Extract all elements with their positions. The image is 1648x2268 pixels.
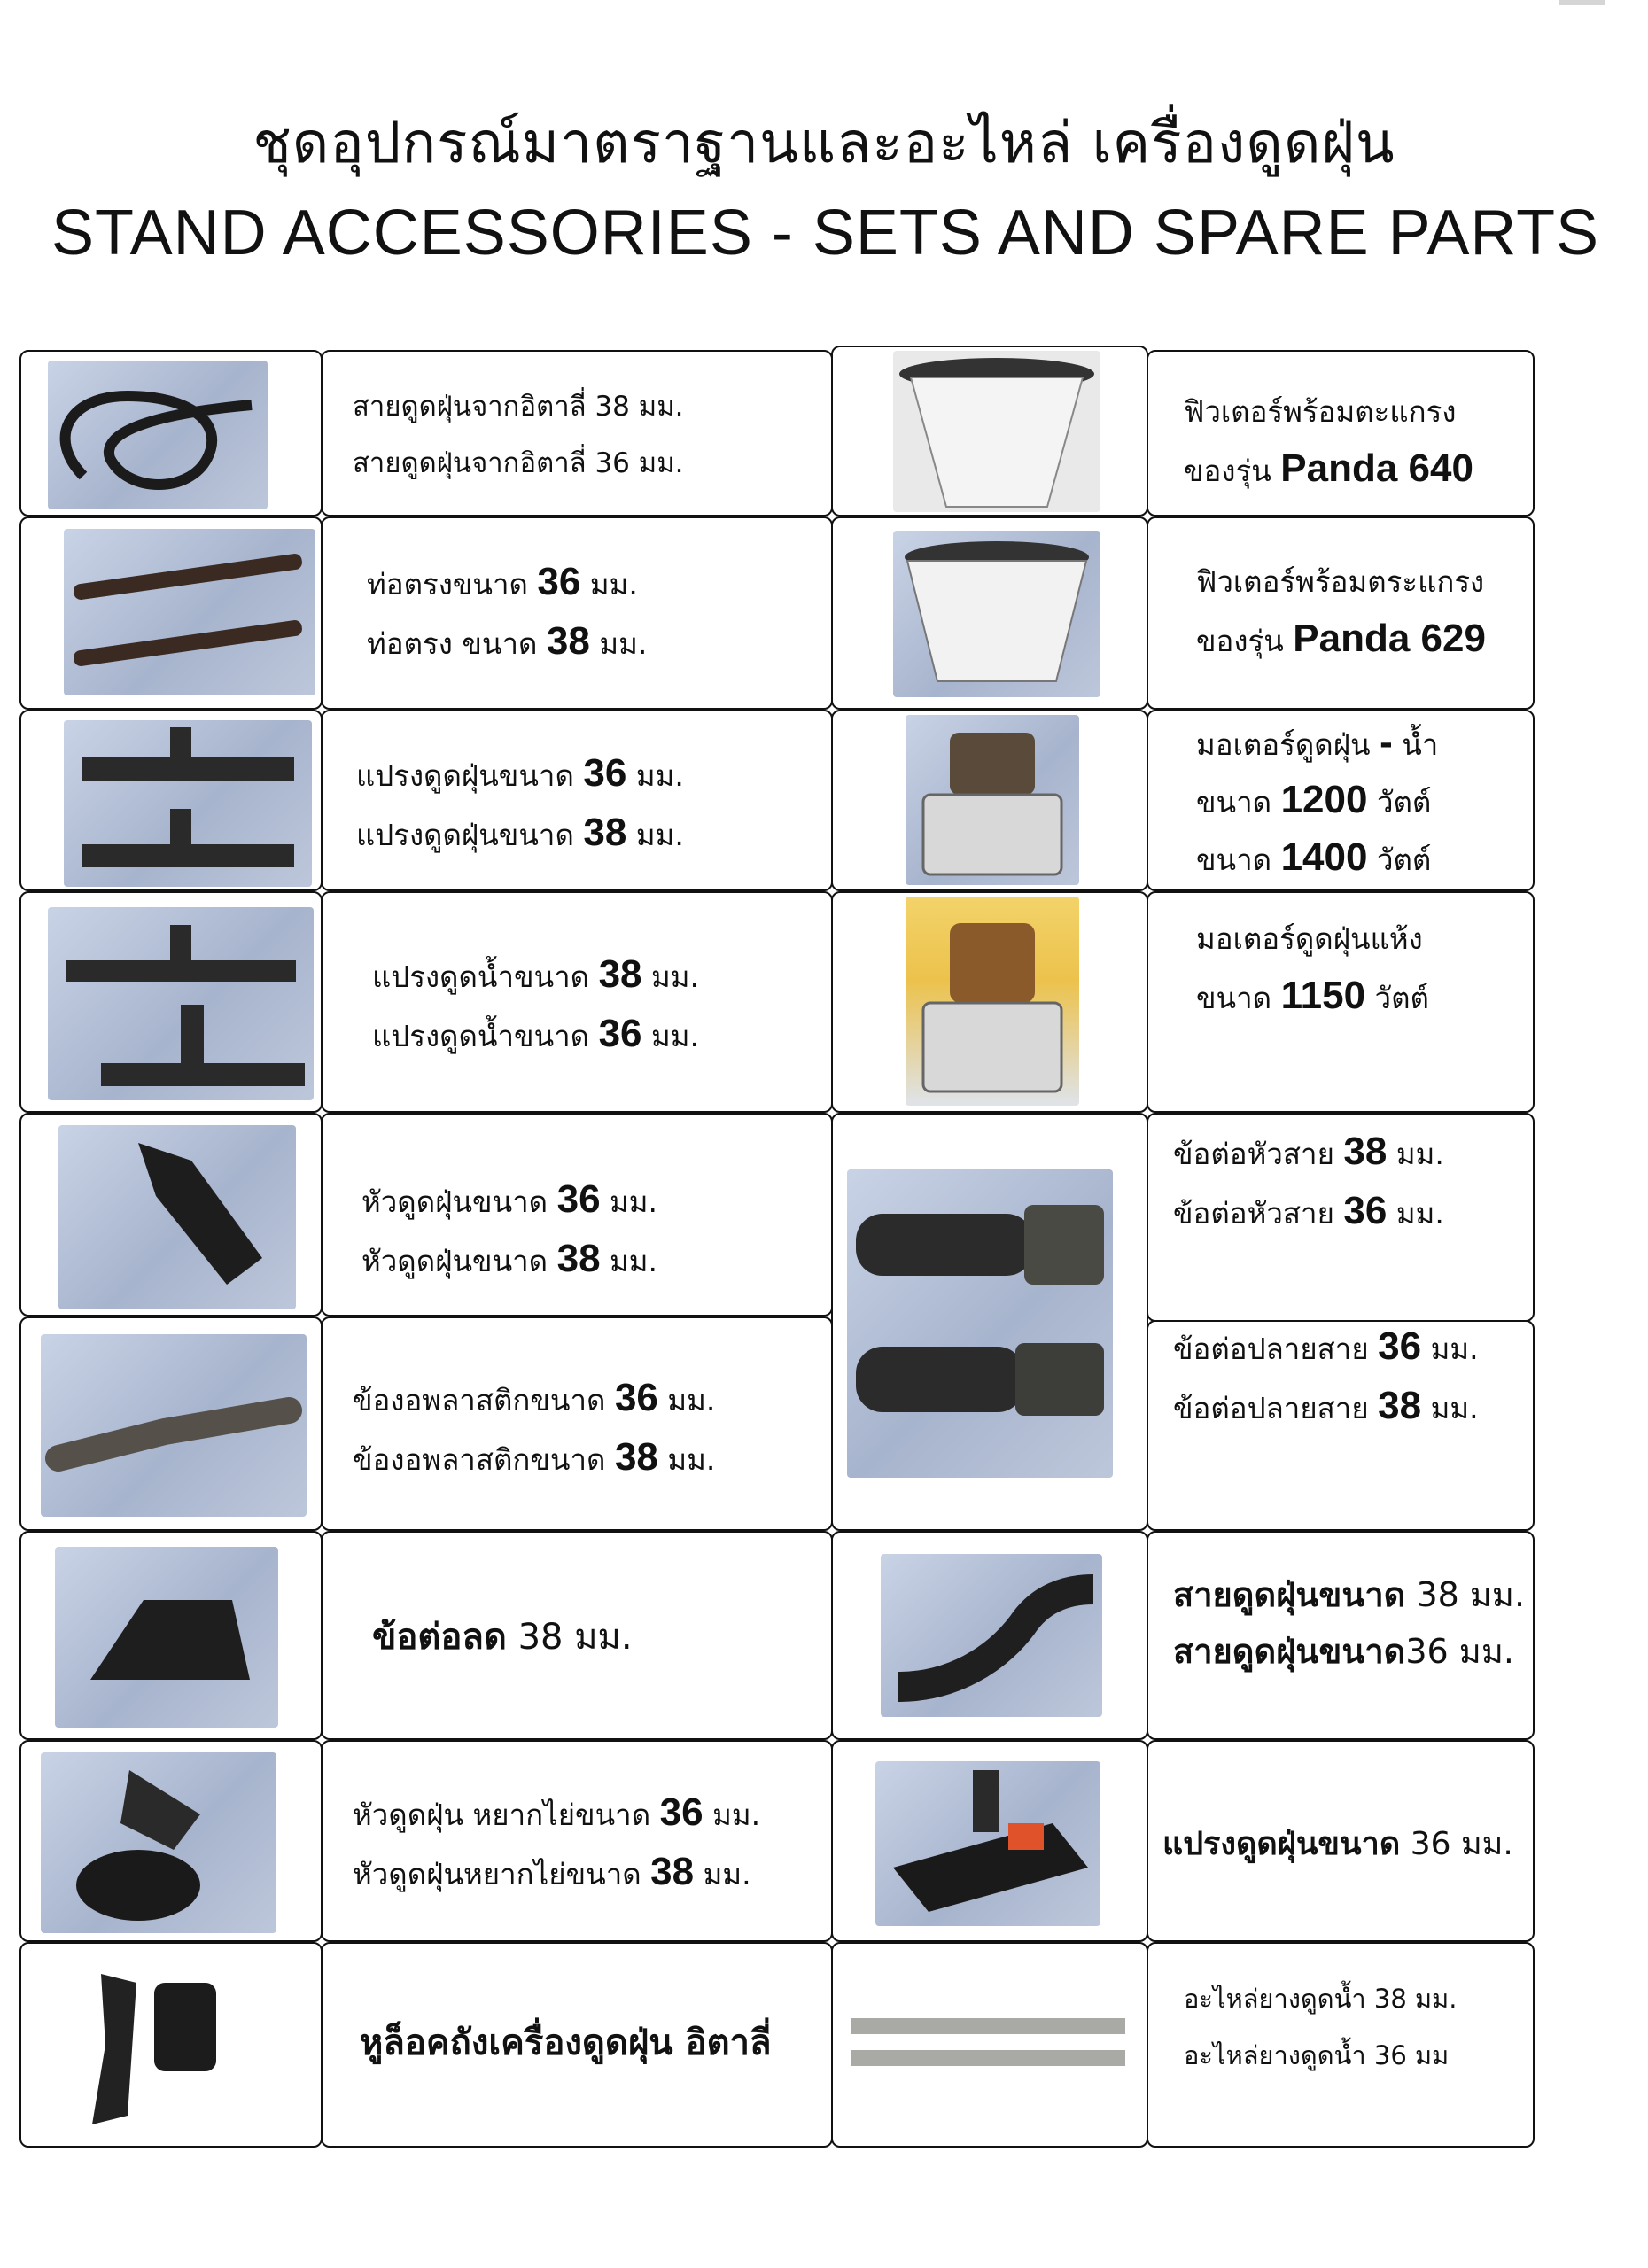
text: แปรงดูดน้ำขนาด	[372, 1019, 599, 1053]
model-name: Panda 629	[1293, 617, 1486, 660]
text-line: ฟิวเตอร์พร้อมตะแกรง	[1184, 394, 1457, 429]
unit: มม.	[626, 758, 684, 793]
text-line	[1162, 1816, 1513, 1873]
pipe-icon	[64, 529, 315, 695]
item-text-filter-640	[1184, 384, 1473, 500]
text-line	[1173, 1566, 1525, 1623]
text-line	[353, 1370, 715, 1429]
size-value: 38 มม.	[506, 1617, 633, 1658]
item-image-cell	[19, 1531, 323, 1740]
filter-icon	[893, 351, 1100, 512]
unit: มม.	[1387, 1196, 1444, 1231]
text-line	[1184, 440, 1473, 500]
item-text-hose-end	[1173, 1318, 1479, 1437]
item-text-hose-italy	[353, 378, 683, 492]
size-value: 36	[1343, 1189, 1388, 1232]
item-text-reducer	[372, 1609, 633, 1666]
text-line	[353, 1429, 715, 1488]
text: ข้องอพลาสติกขนาด	[353, 1442, 615, 1477]
size-value: 36	[1378, 1324, 1422, 1368]
hose-connector-icon	[847, 1169, 1113, 1478]
item-image-cell	[831, 346, 1148, 517]
unit: มม.	[641, 959, 700, 994]
text: ข้อต่อปลายสาย	[1173, 1332, 1379, 1366]
item-text-cell	[321, 1531, 833, 1740]
text-line	[1173, 1623, 1525, 1680]
unit: มม.	[1421, 1391, 1479, 1425]
text: ของรุ่น	[1184, 454, 1281, 488]
round-brush-icon	[41, 1752, 276, 1933]
item-text-cell	[1147, 1531, 1535, 1740]
item-image-cell	[831, 517, 1148, 710]
text: ท่อตรงขนาด	[367, 567, 538, 602]
item-image-cell	[19, 1113, 323, 1317]
size-value: 38	[598, 952, 642, 996]
unit: มม.	[694, 1857, 751, 1891]
text: มอเตอร์ดูดฝุ่น	[1196, 727, 1380, 762]
size-value: 38	[1378, 1384, 1422, 1427]
crevice-nozzle-icon	[58, 1125, 296, 1309]
wattage-value: 1200	[1280, 778, 1368, 821]
item-text-rubber-strip	[1184, 1970, 1457, 2084]
text-line	[367, 554, 647, 613]
size-value: 38	[556, 1237, 601, 1280]
item-text-cell	[1147, 350, 1535, 517]
text: ของรุ่น	[1196, 624, 1294, 658]
item-text-cell	[321, 891, 833, 1113]
unit: มม.	[580, 567, 638, 602]
text: ขนาด	[1196, 785, 1281, 819]
item-image-cell	[19, 1740, 323, 1942]
size-value: 38	[614, 1435, 658, 1479]
item-image-cell	[19, 710, 323, 891]
item-text-crevice-nozzle	[361, 1171, 657, 1290]
item-text-cell	[1147, 1113, 1535, 1322]
text-line: อะไหล่ยางดูดน้ำ 36 มม	[1184, 2040, 1450, 2070]
floor-brush-icon	[64, 720, 312, 887]
unit: วัตต์	[1365, 981, 1429, 1015]
item-image-cell	[19, 1317, 323, 1531]
size-value: 38 มม.	[1405, 1575, 1526, 1614]
item-text-straight-pipe	[367, 554, 647, 672]
filter-icon	[893, 531, 1100, 697]
item-image-cell	[831, 1740, 1148, 1942]
text-line	[372, 1609, 633, 1666]
text: แปรงดูดฝุ่นขนาด	[1162, 1826, 1401, 1862]
text-line	[1173, 1183, 1444, 1242]
item-text-cell	[1147, 1320, 1535, 1531]
unit: มม.	[657, 1442, 716, 1477]
text-line: สายดูดฝุ่นจากอิตาลี่ 36 มม.	[353, 447, 684, 479]
unit: มม.	[703, 1798, 761, 1832]
item-image-cell	[831, 891, 1148, 1113]
text-line	[367, 613, 647, 672]
item-text-tank-clip	[360, 2015, 772, 2071]
item-image-cell	[831, 1531, 1148, 1740]
clip-icon	[66, 1956, 230, 2137]
item-text-cell	[321, 517, 833, 710]
unit: มม.	[641, 1019, 700, 1053]
text: หัวดูดฝุ่นขนาด	[361, 1244, 557, 1278]
text-line: อะไหล่ยางดูดน้ำ 38 มม.	[1184, 1984, 1458, 2014]
text-line: หูล็อคถังเครื่องดูดฝุ่น อิตาลี่	[360, 2023, 772, 2063]
item-text-hose-size	[1173, 1566, 1525, 1680]
text-line	[1196, 773, 1438, 830]
size-value: 36	[659, 1790, 704, 1834]
item-text-cell	[321, 1740, 833, 1942]
item-text-cell	[1147, 710, 1535, 891]
item-text-plastic-elbow	[353, 1370, 715, 1488]
size-value: 36	[598, 1012, 642, 1055]
item-text-motor-wet	[1196, 715, 1438, 888]
unit: มม.	[600, 1184, 658, 1219]
item-text-cell	[1147, 1942, 1535, 2148]
item-image-cell	[19, 1942, 323, 2148]
item-image-cell	[19, 517, 323, 710]
unit: มม.	[600, 1244, 658, 1278]
unit: มม.	[589, 626, 648, 661]
item-text-filter-629	[1196, 554, 1486, 670]
item-text-cell	[321, 350, 833, 517]
item-image-cell	[831, 1113, 1148, 1531]
text-line	[1173, 1318, 1479, 1378]
item-text-cell	[321, 710, 833, 891]
size-value: 36	[583, 751, 627, 795]
text-line	[1196, 967, 1429, 1027]
text: แปรงดูดฝุ่นขนาด	[356, 758, 584, 793]
item-text-cell	[321, 1317, 833, 1531]
wattage-value: 1150	[1280, 974, 1366, 1017]
item-image-cell	[19, 891, 323, 1113]
item-text-water-brush	[372, 946, 699, 1065]
text-line: สายดูดฝุ่นจากอิตาลี่ 38 มม.	[353, 391, 684, 423]
text: ท่อตรง ขนาด	[367, 626, 547, 661]
item-text-hose-head	[1173, 1123, 1444, 1242]
item-text-cell	[321, 1942, 833, 2148]
corner-mark	[1559, 0, 1605, 5]
squeegee-icon	[48, 907, 314, 1100]
size-value: 38	[583, 811, 627, 854]
unit: มม.	[1387, 1137, 1444, 1171]
item-text-cell	[1147, 1740, 1535, 1942]
item-text-cell	[321, 1113, 833, 1317]
text: ข้องอพลาสติกขนาด	[353, 1383, 615, 1418]
text-line	[356, 745, 684, 804]
motor-icon	[906, 715, 1079, 885]
unit: มม.	[626, 818, 684, 852]
floor-brush-icon	[875, 1761, 1100, 1926]
item-text-floor-brush	[356, 745, 684, 864]
text-line	[361, 1171, 657, 1231]
size-value: 36 มม.	[1405, 1632, 1514, 1671]
text: ขนาด	[1196, 981, 1281, 1015]
text-line	[1196, 715, 1438, 773]
size-value: 36 มม.	[1400, 1826, 1513, 1862]
text: หัวดูดฝุ่นหยากไย่ขนาด	[353, 1857, 651, 1891]
title-english: STAND ACCESSORIES - SETS AND SPARE PARTS	[51, 198, 1600, 268]
text: ข้อต่อปลายสาย	[1173, 1391, 1379, 1425]
motor-icon	[906, 897, 1079, 1106]
title-thai: ชุดอุปกรณ์มาตราฐานและอะไหล่ เครื่องดูดฝุ่น	[253, 111, 1395, 176]
item-text-cell	[1147, 517, 1535, 710]
text-line	[1196, 830, 1438, 888]
size-value: 36	[614, 1376, 658, 1419]
text: ขนาด	[1196, 843, 1281, 877]
text-line: ฟิวเตอร์พร้อมตระแกรง	[1196, 564, 1485, 599]
text: ข้อต่อหัวสาย	[1173, 1196, 1344, 1231]
hose-icon	[48, 361, 268, 509]
unit: วัตต์	[1367, 785, 1432, 819]
text-line	[1173, 1123, 1444, 1183]
text-line	[356, 804, 684, 864]
text-line	[353, 1844, 760, 1903]
size-value: 38	[1343, 1130, 1388, 1173]
size-value: 36	[537, 560, 581, 603]
size-value: 36	[556, 1177, 601, 1221]
text-line: มอเตอร์ดูดฝุ่นแห้ง	[1196, 921, 1423, 956]
text: แปรงดูดฝุ่นขนาด	[356, 818, 584, 852]
text-line	[361, 1231, 657, 1290]
text-line	[353, 1784, 760, 1844]
size-value: 38	[650, 1850, 695, 1893]
item-image-cell	[831, 710, 1148, 891]
item-text-floor-brush-36	[1162, 1816, 1513, 1873]
text-line	[372, 1006, 699, 1065]
item-text-cell	[1147, 891, 1535, 1113]
rubber-strip-icon	[851, 2006, 1125, 2085]
text: หัวดูดฝุ่นขนาด	[361, 1184, 557, 1219]
text: หัวดูดฝุ่น หยากไย่ขนาด	[353, 1798, 660, 1832]
model-name: Panda 640	[1280, 447, 1473, 490]
unit: มม.	[657, 1383, 716, 1418]
text-line	[372, 946, 699, 1006]
wattage-value: 1400	[1280, 835, 1368, 879]
text: สายดูดฝุ่นขนาด	[1173, 1632, 1406, 1671]
text: น้ำ	[1392, 727, 1439, 762]
item-text-motor-dry	[1196, 911, 1429, 1027]
text: ข้อต่อหัวสาย	[1173, 1137, 1344, 1171]
text: แปรงดูดน้ำขนาด	[372, 959, 599, 994]
item-image-cell	[831, 1942, 1148, 2148]
text: ข้อต่อลด	[372, 1617, 507, 1658]
hose-icon	[881, 1554, 1102, 1717]
text: สายดูดฝุ่นขนาด	[1173, 1575, 1406, 1614]
dash: -	[1380, 720, 1393, 764]
reducer-icon	[55, 1547, 278, 1728]
size-value: 38	[546, 619, 590, 663]
unit: มม.	[1421, 1332, 1479, 1366]
elbow-icon	[41, 1334, 307, 1517]
unit: วัตต์	[1367, 843, 1432, 877]
item-text-dust-brush	[353, 1784, 760, 1903]
item-image-cell	[19, 350, 323, 517]
text-line	[1173, 1378, 1479, 1437]
text-line	[1196, 610, 1486, 670]
